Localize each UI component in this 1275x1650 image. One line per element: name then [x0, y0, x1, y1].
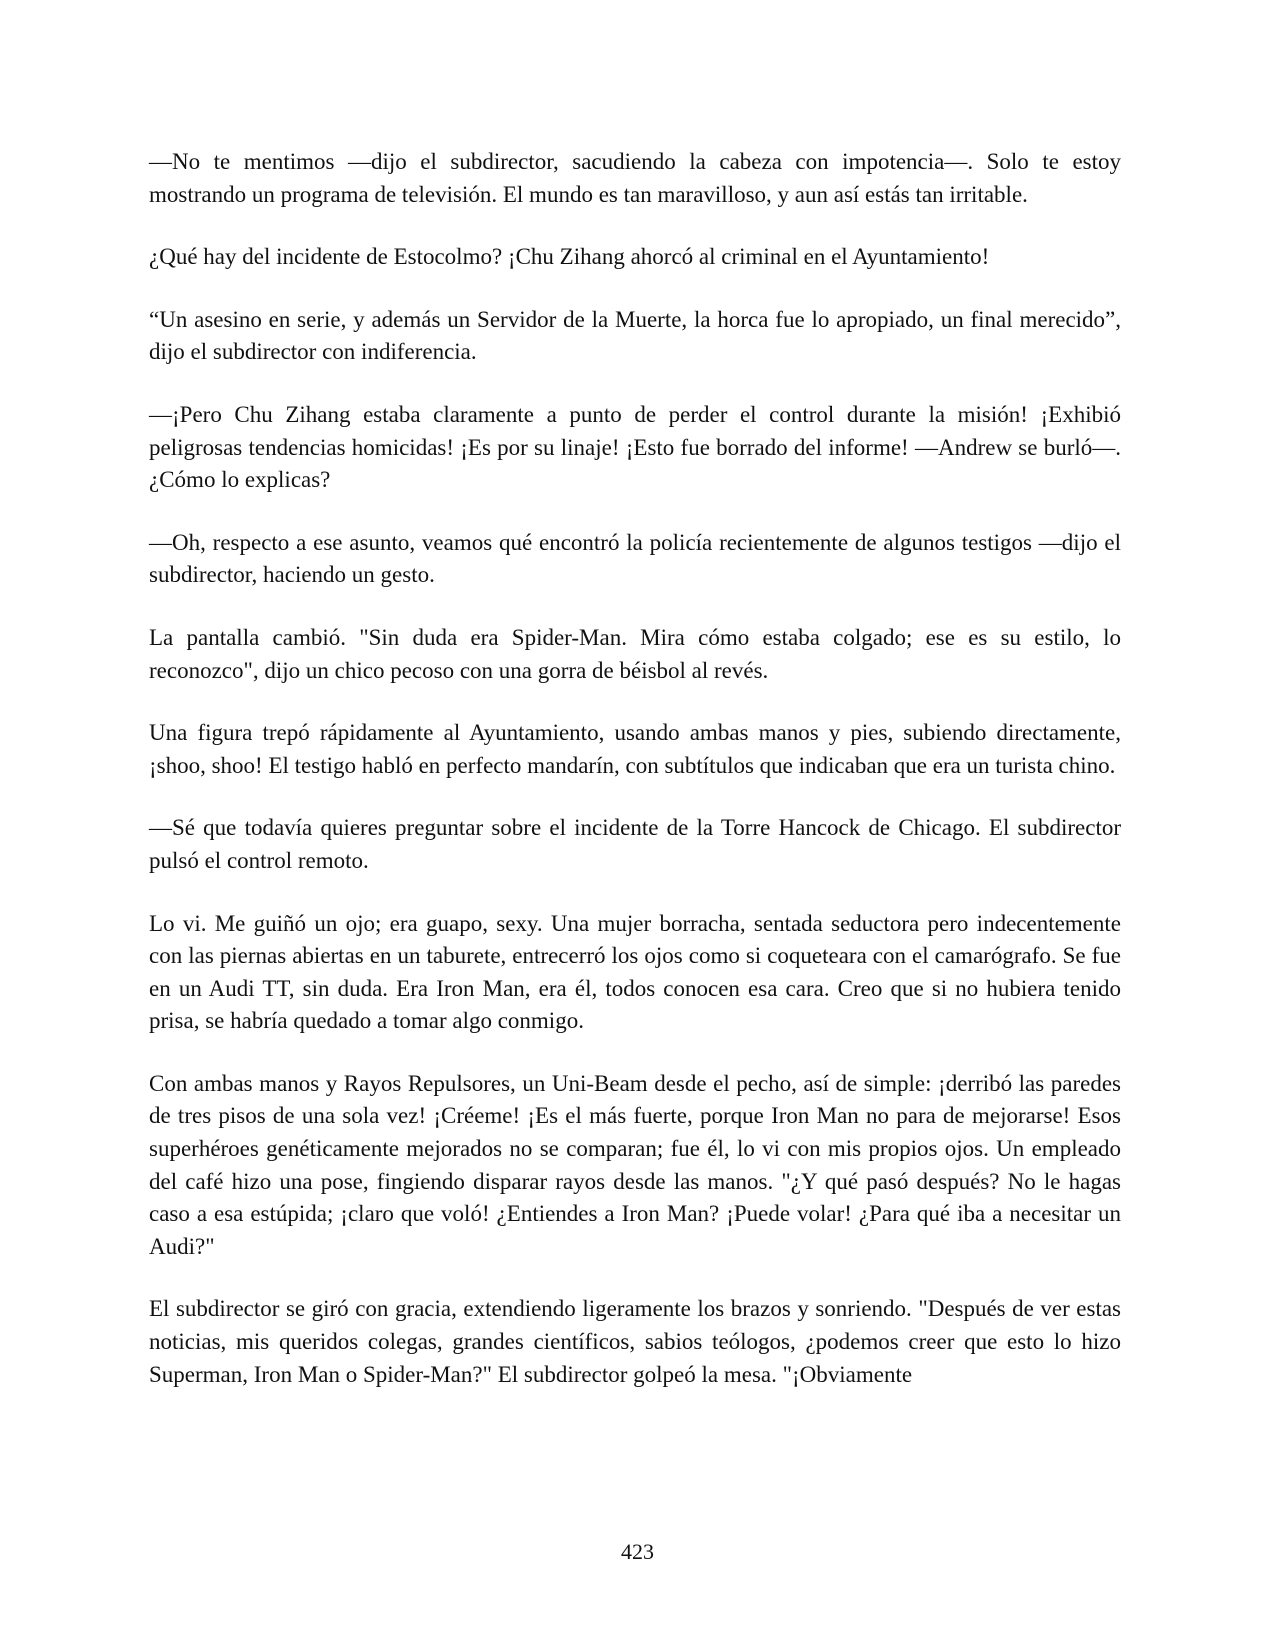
- paragraph-4: —¡Pero Chu Zihang estaba claramente a punto de perder el control durante la misión! ¡Exhibió peligrosas tendencias homicidas! ¡Es por su linaje! ¡Esto fue borrado del informe! —Andrew se burló—. ¿Cómo lo explicas?: [149, 401, 1121, 493]
- paragraph-9: Lo vi. Me guiñó un ojo; era guapo, sexy. Una mujer borracha, sentada seductora pero indecentemente con las piernas abiertas en un taburete, entrecerró los ojos como si coqueteara con el camarógrafo. Se fue en un Audi TT, sin duda. Era Iron Man, era él, todos conocen esa cara. Creo que si no hubiera tenido prisa, se habría quedado a tomar algo conmigo.: [149, 910, 1121, 1034]
- paragraph-10: Con ambas manos y Rayos Repulsores, un Uni-Beam desde el pecho, así de simple: ¡derribó las paredes de tres pisos de una sola vez! ¡Créeme! ¡Es el más fuerte, porque Iron Man no para de mejorarse! Esos superhéroes genéticamente mejorados no se comparan; fue él, lo vi con mis propios ojos. Un empleado del café hizo una pose, fingiendo disparar rayos desde las manos. "¿Y qué pasó después? No le hagas caso a esa estúpida; ¡claro que voló! ¿Entiendes a Iron Man? ¡Puede volar! ¿Para qué iba a necesitar un Audi?": [149, 1070, 1121, 1259]
- paragraph-1: —No te mentimos —dijo el subdirector, sacudiendo la cabeza con impotencia—. Solo te estoy mostrando un programa de televisión. El mundo es tan maravilloso, y aun así estás tan irritable.: [149, 149, 1121, 207]
- page-number: 423: [621, 1539, 654, 1564]
- paragraph-5: —Oh, respecto a ese asunto, veamos qué encontró la policía recientemente de algunos testigos —dijo el subdirector, haciendo un gesto.: [149, 529, 1121, 588]
- page-body: [149, 146, 1121, 1421]
- paragraph-6: La pantalla cambió. "Sin duda era Spider-Man. Mira cómo estaba colgado; ese es su estilo, lo reconozco", dijo un chico pecoso con una gorra de béisbol al revés.: [149, 624, 1121, 683]
- paragraph-3: “Un asesino en serie, y además un Servidor de la Muerte, la horca fue lo apropiado, un final merecido”, dijo el subdirector con indiferencia.: [149, 306, 1121, 365]
- paragraph-8: —Sé que todavía quieres preguntar sobre el incidente de la Torre Hancock de Chicago. El subdirector pulsó el control remoto.: [149, 815, 1121, 873]
- paragraph-2: ¿Qué hay del incidente de Estocolmo? ¡Chu Zihang ahorcó al criminal en el Ayuntamiento!: [149, 244, 990, 270]
- paragraph-7: Una figura trepó rápidamente al Ayuntamiento, usando ambas manos y pies, subiendo directamente, ¡shoo, shoo! El testigo habló en perfecto mandarín, con subtítulos que indicaban que era un turista chino.: [149, 720, 1121, 778]
- paragraph-11: El subdirector se giró con gracia, extendiendo ligeramente los brazos y sonriendo. "Después de ver estas noticias, mis queridos colegas, grandes científicos, sabios teólogos, ¿podemos creer que esto lo hizo Superman, Iron Man o Spider-Man?" El subdirector golpeó la mesa. "¡Obviamente: [149, 1296, 1121, 1387]
